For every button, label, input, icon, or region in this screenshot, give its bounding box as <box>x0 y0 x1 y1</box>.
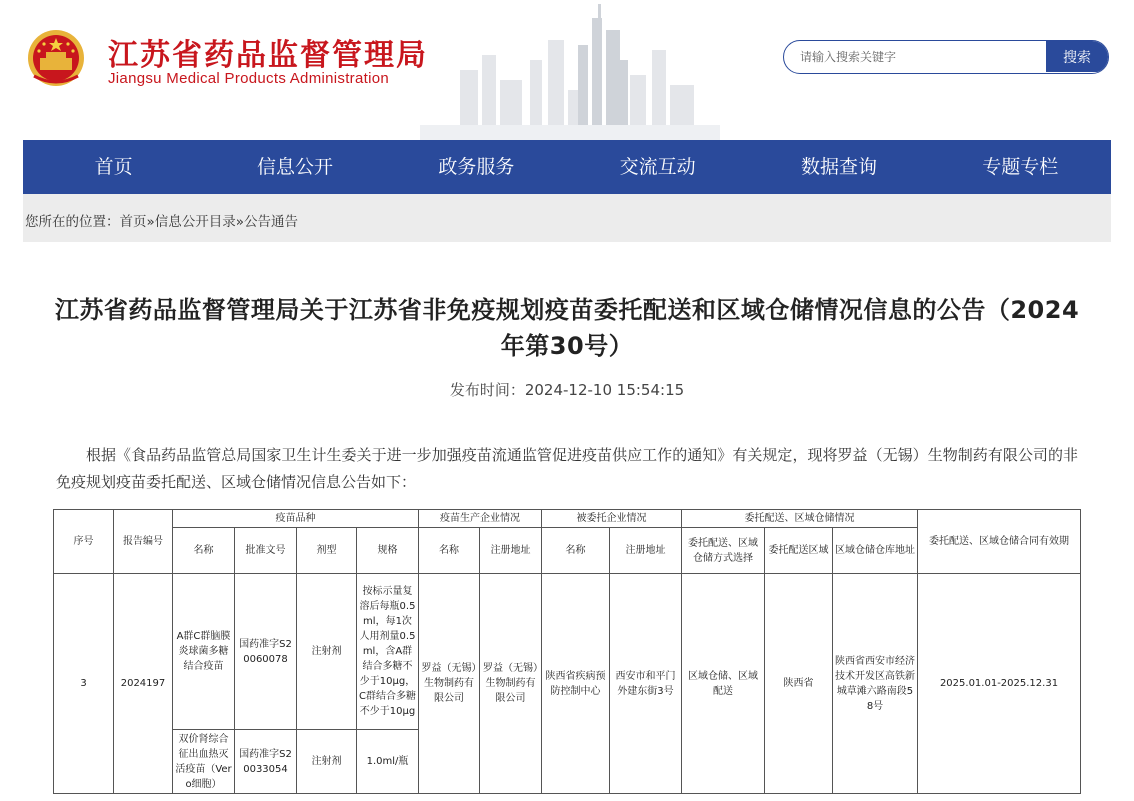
header-report-no: 报告编号 <box>114 510 173 574</box>
header-spec: 规格 <box>357 528 419 574</box>
cell-report-no: 2024197 <box>114 574 173 794</box>
search-box <box>783 40 1109 74</box>
publish-time: 发布时间：2024-12-10 15:54:15 <box>449 381 685 399</box>
cell-approval-no: 国药准字S20033054 <box>235 730 297 794</box>
header-group-entrusted: 被委托企业情况 <box>542 510 682 528</box>
article-title: 江苏省药品监督管理局关于江苏省非免疫规划疫苗委托配送和区域仓储情况信息的公告（2024年第30号） <box>54 296 1080 360</box>
city-skyline-image <box>420 0 720 140</box>
header-group-manufacturer: 疫苗生产企业情况 <box>419 510 542 528</box>
nav-item-home[interactable]: 首页 <box>94 156 133 178</box>
cell-approval-no: 国药准字S20060078 <box>235 574 297 730</box>
header-mfr-name: 名称 <box>419 528 480 574</box>
site-subtitle: Jiangsu Medical Products Administration <box>108 70 389 87</box>
nav-item-info-disclosure[interactable]: 信息公开 <box>256 156 333 178</box>
cell-mfr-address: 罗益（无锡）生物制药有限公司 <box>480 574 542 794</box>
national-emblem-icon <box>26 28 86 90</box>
cell-spec: 1.0ml/瓶 <box>357 730 419 794</box>
header-vaccine-name: 名称 <box>173 528 235 574</box>
breadcrumb-separator: » <box>235 214 245 230</box>
header-ent-address: 注册地址 <box>610 528 682 574</box>
cell-warehouse-address: 陕西省西安市经济技术开发区高铁新城草滩六路南段58号 <box>833 574 918 794</box>
cell-delivery-method: 区域仓储、区域配送 <box>682 574 765 794</box>
header-contract-validity: 委托配送、区域仓储合同有效期 <box>918 510 1081 574</box>
header-delivery-region: 委托配送区域 <box>765 528 833 574</box>
header-mfr-address: 注册地址 <box>480 528 542 574</box>
site-title: 江苏省药品监督管理局 <box>108 38 428 73</box>
header-group-delivery: 委托配送、区域仓储情况 <box>682 510 918 528</box>
header-warehouse-address: 区域仓储仓库地址 <box>833 528 918 574</box>
nav-item-special-topics[interactable]: 专题专栏 <box>982 156 1059 178</box>
header-approval-no: 批准文号 <box>235 528 297 574</box>
cell-vaccine-name: A群C群脑膜炎球菌多糖结合疫苗 <box>173 574 235 730</box>
nav-item-gov-services[interactable]: 政务服务 <box>438 156 515 178</box>
cell-spec: 按标示量复溶后每瓶0.5ml，每1次人用剂量0.5ml，含A群结合多糖不少于10μg，C群结合多糖不少于10μg <box>357 574 419 730</box>
breadcrumb-link-home[interactable]: 首页 <box>119 214 147 230</box>
header-seq: 序号 <box>54 510 114 574</box>
search-button[interactable]: 搜索 <box>1046 41 1108 72</box>
header-delivery-method: 委托配送、区域仓储方式选择 <box>682 528 765 574</box>
breadcrumb-bar <box>23 194 1111 242</box>
main-nav <box>23 140 1111 194</box>
vaccine-table <box>53 509 1081 794</box>
cell-dosage-form: 注射剂 <box>297 574 357 730</box>
cell-mfr-name: 罗益（无锡）生物制药有限公司 <box>419 574 480 794</box>
cell-ent-name: 陕西省疾病预防控制中心 <box>542 574 610 794</box>
site-header <box>0 0 1134 140</box>
breadcrumb-separator: » <box>146 214 155 230</box>
cell-delivery-region: 陕西省 <box>765 574 833 794</box>
cell-dosage-form: 注射剂 <box>297 730 357 794</box>
cell-vaccine-name: 双价肾综合征出血热灭活疫苗（Vero细胞） <box>173 730 235 794</box>
header-dosage-form: 剂型 <box>297 528 357 574</box>
breadcrumb-link-notices[interactable]: 公告通告 <box>244 214 299 230</box>
table-row <box>54 574 1081 730</box>
cell-contract-validity: 2025.01.01-2025.12.31 <box>918 574 1081 794</box>
cell-ent-address: 西安市和平门外建东街3号 <box>610 574 682 794</box>
article-intro: 根据《食品药品监管总局国家卫生计生委关于进一步加强疫苗流通监管促进疫苗供应工作的通知》有关规定，现将罗益（无锡）生物制药有限公司的非免疫规划疫苗委托配送、区域仓储情况信息公告如下： <box>56 446 1078 491</box>
header-ent-name: 名称 <box>542 528 610 574</box>
nav-item-interaction[interactable]: 交流互动 <box>619 156 696 178</box>
nav-item-data-query[interactable]: 数据查询 <box>800 156 877 178</box>
header-group-vaccine: 疫苗品种 <box>173 510 419 528</box>
article <box>23 242 1111 801</box>
search-input[interactable] <box>784 41 1046 72</box>
breadcrumb-link-info-catalog[interactable]: 信息公开目录 <box>154 214 236 230</box>
breadcrumb-prefix: 您所在的位置： <box>25 214 120 230</box>
cell-seq: 3 <box>54 574 114 794</box>
